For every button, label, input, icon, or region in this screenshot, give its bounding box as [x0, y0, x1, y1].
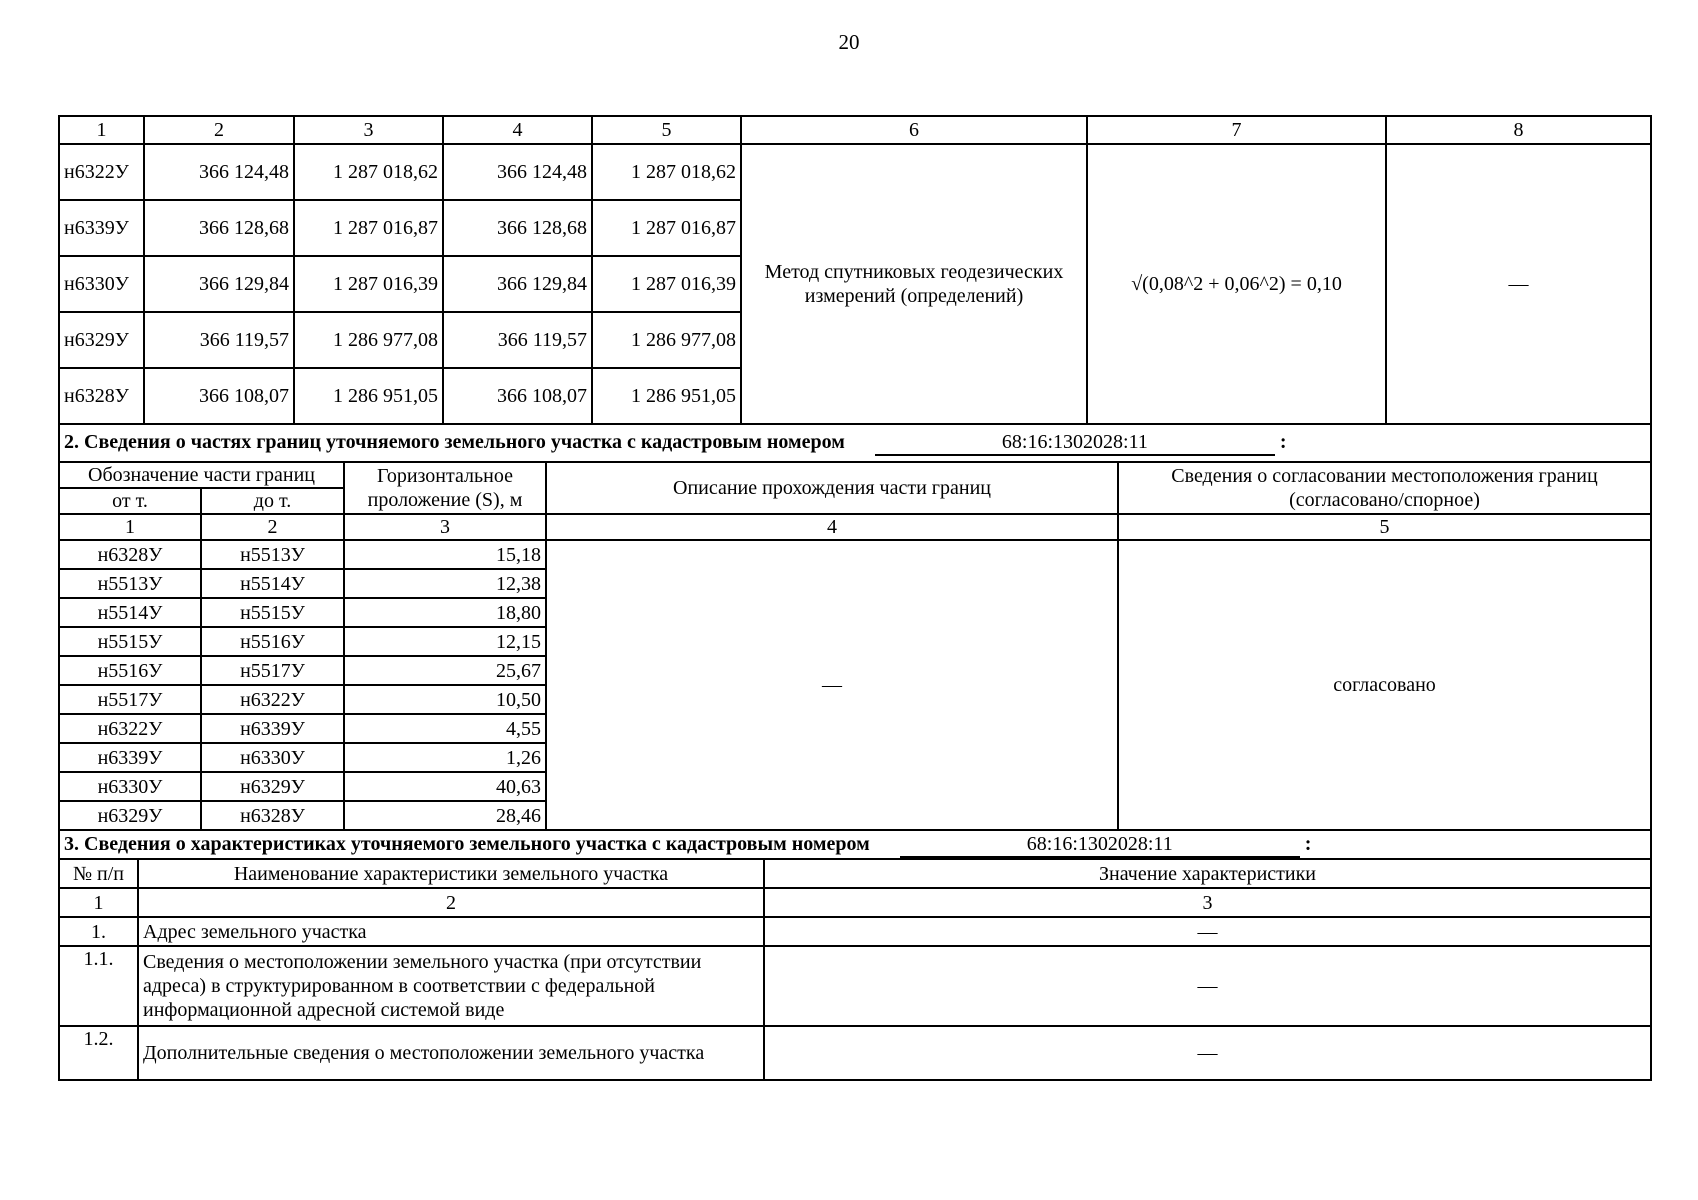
to-point: н5516У	[201, 627, 344, 656]
section-2-heading: 2. Сведения о частях границ уточняемого земельного участка с кадастровым номером	[64, 431, 845, 453]
from-point: н6339У	[59, 743, 201, 772]
distance: 15,18	[344, 540, 546, 569]
column-number: 2	[144, 116, 294, 144]
coordinate-y: 1 287 016,39	[592, 256, 741, 312]
point-name: н6330У	[59, 256, 144, 312]
from-point: н5514У	[59, 598, 201, 627]
column-number: 2	[138, 888, 764, 917]
column-8-cell: —	[1386, 144, 1651, 424]
column-number: 8	[1386, 116, 1651, 144]
characteristic-name: Дополнительные сведения о местоположении земельного участка	[138, 1026, 764, 1080]
coordinate-y: 1 286 977,08	[294, 312, 443, 368]
column-number: 1	[59, 888, 138, 917]
section-2-cadastral-number: 68:16:1302028:11	[875, 430, 1275, 456]
coordinate-x: 366 128,68	[144, 200, 294, 256]
to-point: н5514У	[201, 569, 344, 598]
horizontal-distance-header: Горизонтальное проложение (S), м	[344, 462, 546, 514]
from-point: н5517У	[59, 685, 201, 714]
coordinate-x: 366 119,57	[144, 312, 294, 368]
column-number: 3	[764, 888, 1651, 917]
table-row	[59, 1026, 1651, 1080]
boundary-number-row	[59, 514, 1651, 540]
distance: 1,26	[344, 743, 546, 772]
coordinate-x: 366 129,84	[443, 256, 592, 312]
table-row	[59, 540, 1651, 569]
to-point: н6328У	[201, 801, 344, 830]
column-number: 5	[592, 116, 741, 144]
coordinate-x: 366 108,07	[144, 368, 294, 424]
point-name: н6329У	[59, 312, 144, 368]
distance: 18,80	[344, 598, 546, 627]
page-number: 20	[838, 30, 860, 54]
column-number: 4	[546, 514, 1118, 540]
distance: 10,50	[344, 685, 546, 714]
section-3-cadastral-number: 68:16:1302028:11	[900, 832, 1300, 858]
distance: 12,38	[344, 569, 546, 598]
characteristic-value-header: Значение характеристики	[764, 859, 1651, 888]
to-point: н6339У	[201, 714, 344, 743]
from-point: н6322У	[59, 714, 201, 743]
coordinate-y: 1 287 018,62	[294, 144, 443, 200]
description-cell: —	[546, 540, 1118, 830]
table-row	[59, 917, 1651, 946]
to-point: н5517У	[201, 656, 344, 685]
section-2-title	[59, 424, 1651, 461]
to-point: н6322У	[201, 685, 344, 714]
characteristic-value: —	[764, 946, 1651, 1026]
coordinate-y: 1 287 018,62	[592, 144, 741, 200]
distance: 4,55	[344, 714, 546, 743]
column-number: 6	[741, 116, 1087, 144]
characteristic-value: —	[764, 917, 1651, 946]
column-number: 2	[201, 514, 344, 540]
distance: 12,15	[344, 627, 546, 656]
table-row	[59, 946, 1651, 1026]
boundary-header-row	[59, 462, 1651, 488]
characteristic-name-header: Наименование характеристики земельного участка	[138, 859, 764, 888]
distance: 40,63	[344, 772, 546, 801]
item-number: 1.	[59, 917, 138, 946]
from-point-header: от т.	[59, 488, 201, 514]
coordinate-x: 366 119,57	[443, 312, 592, 368]
coordinate-x: 366 124,48	[443, 144, 592, 200]
coordinate-y: 1 287 016,87	[592, 200, 741, 256]
column-number: 1	[59, 116, 144, 144]
coordinates-header-row	[59, 116, 1651, 144]
from-point: н6330У	[59, 772, 201, 801]
to-point: н5515У	[201, 598, 344, 627]
number-header: № п/п	[59, 859, 138, 888]
to-point: н6330У	[201, 743, 344, 772]
column-number: 3	[294, 116, 443, 144]
description-header: Описание прохождения части границ	[546, 462, 1118, 514]
characteristic-name: Сведения о местоположении земельного участка (при отсутствии адреса) в структурированном в соответствии с федеральной информационной адресной системой виде	[138, 946, 764, 1026]
coordinate-x: 366 124,48	[144, 144, 294, 200]
method-cell: Метод спутниковых геодезических измерений (определений)	[741, 144, 1087, 424]
coordinate-x: 366 108,07	[443, 368, 592, 424]
coordinates-table	[58, 115, 1652, 461]
coordinate-y: 1 286 951,05	[294, 368, 443, 424]
column-number: 1	[59, 514, 201, 540]
coordinate-x: 366 129,84	[144, 256, 294, 312]
document-body	[58, 115, 1650, 1081]
section-3-heading: 3. Сведения о характеристиках уточняемого земельного участка с кадастровым номером	[64, 832, 870, 855]
distance: 25,67	[344, 656, 546, 685]
item-number: 1.1.	[59, 946, 138, 1026]
agreement-cell: согласовано	[1118, 540, 1651, 830]
from-point: н6329У	[59, 801, 201, 830]
characteristics-header-row	[59, 859, 1651, 888]
coordinate-y: 1 286 977,08	[592, 312, 741, 368]
column-number: 7	[1087, 116, 1386, 144]
to-point: н5513У	[201, 540, 344, 569]
agreement-header: Сведения о согласовании местоположения границ (согласовано/спорное)	[1118, 462, 1651, 514]
from-point: н5515У	[59, 627, 201, 656]
from-point: н6328У	[59, 540, 201, 569]
coordinate-y: 1 287 016,87	[294, 200, 443, 256]
part-designation-header: Обозначение части границ	[59, 462, 344, 488]
section-3-title	[59, 830, 1651, 858]
characteristic-name: Адрес земельного участка	[138, 917, 764, 946]
coordinate-y: 1 287 016,39	[294, 256, 443, 312]
item-number: 1.2.	[59, 1026, 138, 1080]
to-point-header: до т.	[201, 488, 344, 514]
characteristics-number-row	[59, 888, 1651, 917]
section-2-colon: :	[1279, 431, 1287, 453]
column-number: 3	[344, 514, 546, 540]
coordinate-y: 1 286 951,05	[592, 368, 741, 424]
characteristics-table	[58, 858, 1652, 1081]
distance: 28,46	[344, 801, 546, 830]
coordinate-x: 366 128,68	[443, 200, 592, 256]
characteristic-value: —	[764, 1026, 1651, 1080]
boundary-parts-table	[58, 461, 1652, 858]
table-row	[59, 144, 1651, 200]
point-name: н6328У	[59, 368, 144, 424]
from-point: н5516У	[59, 656, 201, 685]
section-3-colon: :	[1304, 832, 1312, 855]
from-point: н5513У	[59, 569, 201, 598]
point-name: н6322У	[59, 144, 144, 200]
to-point: н6329У	[201, 772, 344, 801]
accuracy-cell: √(0,08^2 + 0,06^2) = 0,10	[1087, 144, 1386, 424]
point-name: н6339У	[59, 200, 144, 256]
column-number: 5	[1118, 514, 1651, 540]
column-number: 4	[443, 116, 592, 144]
